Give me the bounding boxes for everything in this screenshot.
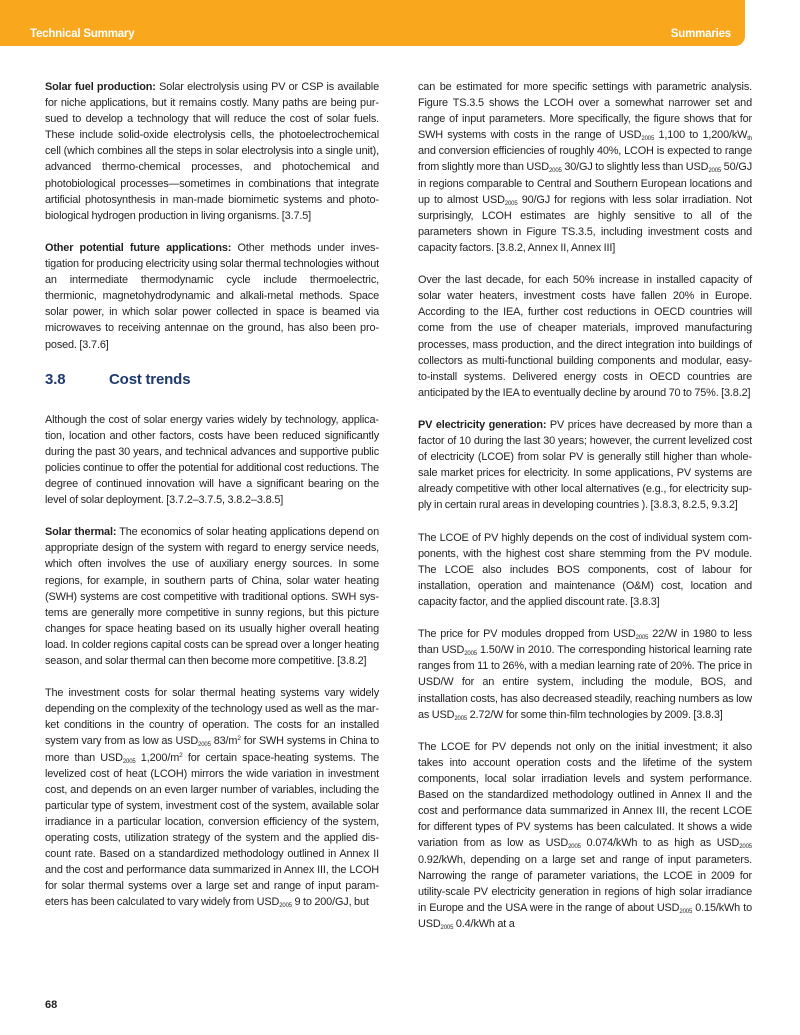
subscript: 2005 — [198, 742, 211, 749]
paragraph-text: 1,200/m — [135, 751, 180, 764]
paragraph-text: 0.15/kWh to USD — [418, 901, 752, 930]
subscript: th — [747, 136, 752, 143]
section-number: 3.8 — [45, 370, 66, 388]
paragraph-text: 2.72/W for some thin-film technologies by 2009. [3.8.3] — [467, 708, 723, 721]
paragraph-text: 30/GJ to slightly less than USD — [561, 161, 709, 174]
paragraph-text: 1,100 to 1,200/kW — [654, 129, 748, 142]
paragraph-text: The economics of solar heating applications depend on appropriate design of the system with regard to energy service needs, which often involves the use of auxiliary energy sources. In some regions, for example, in southern parts of China, solar water heating (SWH) systems are cost competitive with traditional options. SWH systems are generally more competitive in sunny regions, but this picture changes for space heating based on its usually higher overall heating load. In colder regions capital costs can be spread over a longer heating season, and solar thermal can then become more competitive. [3.8.2] — [45, 526, 379, 667]
paragraph-lead-in: Solar thermal: — [45, 526, 117, 539]
paragraph-text: The price for PV modules dropped from USD — [418, 628, 636, 641]
superscript: 2 — [237, 735, 241, 743]
left-column — [45, 79, 379, 927]
subscript: 2005 — [635, 635, 649, 642]
body-paragraph — [418, 417, 752, 514]
right-paragraphs — [418, 79, 752, 932]
paragraph-text: 90/GJ for regions with less solar irradiation. Not surprisingly, LCOH estimates are highly sensitive to all of the parameters shown in Figure TS.3.5, including investment costs and capacity factors. [3.8.2, Annex II, Annex III] — [418, 193, 752, 254]
paragraph-lead-in: Solar fuel production: — [45, 81, 156, 93]
paragraph-text: 50/GJ in regions comparable to Central and Southern European locations and up to almost USD — [418, 161, 752, 206]
body-paragraph — [418, 272, 752, 401]
subscript: 2005 — [504, 200, 518, 207]
paragraph-lead-in: PV electricity generation: — [418, 418, 547, 431]
subscript: 2005 — [641, 136, 655, 143]
header-chapter-title: Technical Summary — [30, 28, 135, 40]
paragraph-text: 83/m — [210, 735, 238, 748]
paragraph-text: 0.4/kWh at a — [453, 917, 515, 930]
subscript: 2005 — [739, 844, 752, 851]
body-paragraph — [45, 412, 379, 509]
paragraph-text: Over the last decade, for each 50% increase in installed capacity of solar water heaters, investment costs have fallen 20% in Europe. According to the IEA, further cost reductions in OECD countries will come from the use of cheaper materials, improved manufacturing processes, mass production, and the direct integration into buildings of collectors as multi-functional building components and modular, easy-to-install systems. Delivered energy costs in OECD countries are anticipated by the IEA to eventually decline by around 70 to 75%. [3.8.2] — [418, 274, 752, 399]
body-paragraph — [418, 739, 752, 932]
paragraph-text: Solar electrolysis using PV or CSP is available for niche applications, but it remains costly. Many paths are being pursued to develop a technology that will reduce the cost of solar fuels. These include solid-oxide electrolysis cells, the photoelectrochemical cell (which combines all the steps in solar electrolysis into a single unit), advanced thermo-chemical processes, and photochemical and photobiological processes—sometimes in combinations that integrate artificial photosynthesis in man-made biomimetic systems and photobiological hydrogen production in living organisms. [3.7.5] — [45, 81, 379, 222]
paragraph-text: 22/W in 1980 to less than USD — [418, 628, 752, 657]
paragraph-text: can be estimated for more specific settings with parametric analysis. Figure TS.3.5 shows the LCOH over a somewhat narrower set and range of input parameters. More specifically, the figure shows that for SWH systems with costs in the range of USD — [418, 81, 752, 142]
paragraph-text: 0.92/kWh, depending on a large set and range of input parameters. Narrowing the range of parameter variations, the LCOE in 2009 for utility-scale PV electricity generation in regions of high solar irradiance in Europe and the USA were in the range of about USD — [418, 853, 752, 914]
paragraph-text: The LCOE of PV highly depends on the cost of individual system components, with the highest cost share stemming from the PV module. The LCOE also includes BOS components, cost of labour for installation, operation and maintenance (O&M) cost, location and capacity factor, and the applied discount rate. [3.8.3] — [418, 531, 752, 608]
subscript: 2005 — [568, 844, 581, 851]
left-paragraphs-after — [45, 412, 379, 911]
paragraph-text: Other methods under investigation for producing electricity using solar thermal technologies without an intermediate thermodynamic cycle include thermoelectric, thermionic, magnetohydrodynamic and alkali-metal methods. Space solar power, in which solar power collected in space is beamed via microwaves to receiving antennae on the ground, has also been proposed. [3.7.6] — [45, 241, 379, 351]
body-paragraph — [45, 240, 379, 353]
paragraph-text: for SWH systems in China to more than USD — [45, 735, 379, 764]
paragraph-text: The LCOE for PV depends not only on the initial investment; it also takes into account operation costs and the lifetime of the system components, local solar irradiation levels and system performance. Based on the standardized methodology outlined in Annex II and the cost and performance data summarized in Annex III, the recent LCOE for different types of PV systems has been calculated. It shows a wide variation from as low as USD — [418, 740, 752, 850]
right-column — [418, 79, 752, 948]
section-title: Cost trends — [109, 370, 191, 388]
body-paragraph — [45, 79, 379, 224]
subscript: 2005 — [548, 168, 562, 175]
paragraph-text: The investment costs for solar thermal heating systems vary widely depending on the complexity of the technology used as well as the market conditions in the country of operation. The costs for an installed system vary from as low as USD — [45, 687, 379, 748]
paragraph-text: for certain space-heating systems. The levelized cost of heat (LCOH) mirrors the wide variation in investment cost, and depends on an even larger number of variables, including the particular type of system, investment cost of the system, available solar irradiance in a particular location, conversion efficiency of the system, operating costs, utilization strategy of the system and the applied discount rate. Based on a standardized methodology outlined in Annex II and the cost and performance data summarized in Annex III, the LCOH for solar thermal systems over a large set and range of input parameters has been calculated to vary widely from USD — [45, 751, 379, 909]
body-paragraph — [45, 685, 379, 910]
section-heading — [45, 371, 379, 389]
subscript: 2005 — [122, 758, 136, 765]
subscript: 2005 — [454, 715, 468, 722]
body-paragraph — [418, 79, 752, 256]
subscript: 2005 — [708, 168, 722, 175]
header-section-label: Summaries — [670, 28, 731, 40]
subscript: 2005 — [679, 908, 693, 915]
paragraph-text: Although the cost of solar energy varies widely by technology, application, location and other factors, costs have been reduced significantly during the past 30 years, and technical advances and supportive public policies continue to offer the potential for additional cost reductions. The degree of continued innovation will have a significant bearing on the level of solar deployment. [3.7.2–3.7.5, 3.8.2–3.8.5] — [45, 413, 379, 507]
page-number: 68 — [45, 999, 58, 1011]
body-paragraph — [418, 530, 752, 610]
paragraph-text: 0.074/kWh to as high as USD — [580, 837, 740, 850]
paragraph-lead-in: Other potential future applications: — [45, 241, 232, 254]
left-paragraphs-before — [45, 79, 379, 353]
superscript: 2 — [179, 751, 183, 759]
paragraph-text: 1.50/W in 2010. The corresponding historical learning rate ranges from 11 to 26%, with a median learning rate of 20%. The price in USD/W for an entire system, including the module, BOS, and installation costs, has also decreased steadily, reaching numbers as low as USD — [418, 644, 753, 721]
subscript: 2005 — [279, 903, 292, 910]
body-paragraph — [45, 524, 379, 669]
subscript: 2005 — [464, 651, 477, 658]
running-header — [0, 0, 745, 46]
paragraph-text: PV prices have decreased by more than a factor of 10 during the last 30 years; however, the current levelized cost of electricity (LCOE) from solar PV is generally still higher than wholesale market prices for electricity. In some applications, PV systems are already competitive with other local alternatives (e.g., for electricity supply in certain rural areas in developing countries ). [3.8.3, 8.2.5, 9.3.2] — [418, 418, 752, 512]
body-paragraph — [418, 626, 752, 723]
subscript: 2005 — [440, 924, 454, 931]
paragraph-text: and conversion efficiencies of roughly 40%, LCOH is expected to range from slightly more than USD — [418, 145, 752, 174]
paragraph-text: 9 to 200/GJ, but — [291, 896, 369, 909]
